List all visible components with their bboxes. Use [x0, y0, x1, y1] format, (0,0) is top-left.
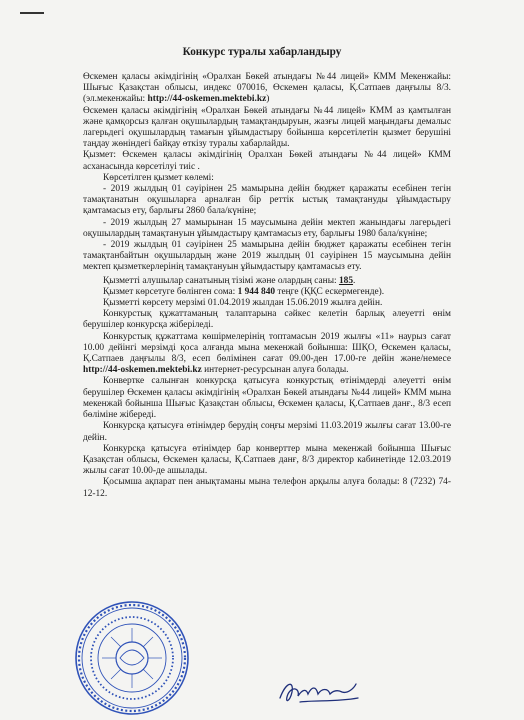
top-dash-mark [20, 12, 44, 14]
paragraph-volume-item-3: - 2019 жылдың 01 сәуірінен 25 мамырына дейін бюджет қаражаты есебінен тегін тамақтанбайтын оқушылардың және 2019 жылдың 01 сәуірінен 15 маусымына дейін мектеп қызметкерлерінің тамақтануын ұйымдастыру қамтамасыз ету. [83, 240, 451, 273]
paragraph-period: Қызметті көрсету мерзімі 01.04.2019 жылдан 15.06.2019 жылға дейін. [103, 298, 383, 309]
paragraph-opening: Конкурсқа қатысуға өтінімдер бар конверттер мына мекенжай бойынша Шығыс Қазақстан облысы, Өскемен қаласы, Қ.Сатпаев данғ, 8/3 директор кабинетінде 12.03.2019 жылы сағат 10.00-де ашылады. [83, 443, 451, 477]
paragraph-recipients: Қызметті алушылар санатының тізімі және олардың саны: 185. [103, 275, 356, 286]
document-body [83, 72, 451, 500]
paragraph-deadline: Конкурсқа қатысуға өтінімдер берудің соңғы мерзімі 11.03.2019 жылғы сағат 13.00-ге дейін. [83, 421, 451, 443]
paragraph-contact: Қосымша ақпарат пен анықтаманы мына телефон арқылы алуға болады: 8 (7232) 74-12-12. [83, 477, 451, 499]
document-title: Конкурс туралы хабарландыру [182, 46, 342, 58]
paragraph-volume-item-1: - 2019 жылдың 01 сәуірінен 25 мамырына дейін бюджет қаражаты есебінен тегін тамақтанатын оқушыларға арналған бір реттік ыстық тамақтануды ұйымдастыру қамтамасыз ету, барлығы 2860 бала/күніне; [83, 184, 451, 217]
paragraph-intro: Өскемен қаласы әкімдігінің «Оралхан Бөкей атындағы №44 лицей» КММ аз қамтылған және қамқорсыз қалған оқушылардың тамақтандыруын, жазғы лицей маңындағы демалыс лагерьдегі оқушылардың тамағын ұйымдастыру бойынша көрсетілетін қызмет берушіні таңдау жөніндегі байқау өткізу туралы хабарлайды. [83, 105, 451, 150]
paragraph-documentation: Конкурстық құжаттама көшірмелерінің топтамасын 2019 жылғы «11» наурыз сағат 10.00 дейінгі мерзімді қоса алғанда мына мекенжай бойынша: ШҚО, Өскемен қаласы, Қ.Сатпаев даңғылы 8/3, есеп бөлімінен сағат 09.00-ден 17.00-ге дейін және/немесе http://44-oskemen.mektebi.kz интернет-ресурсынан алуға болады. [83, 331, 451, 376]
paragraph-amount: Қызмет көрсетуге бөлінген сома: 1 944 840 теңге (ҚҚС ескермегенде). [103, 286, 385, 297]
paragraph-address: Өскемен қаласы әкімдігінің «Оралхан Бөкей атындағы №44 лицей» КММ Мекенжайы: Шығыс Қазақстан облысы, индекс 070016, Өскемен қаласы, Қ.Сатпаев даңғылы 8/3. (эл.мекенжайы: http://44-oskemen.mektebi.kz) [83, 72, 451, 105]
paragraph-submission: Конвертке салынған конкурсқа қатысуға конкурстық өтінімдерді әлеуетті өнім берушілер Өскемен қаласы әкімдігінің «Оралхан Бөкей атындағы №44 лицей» КММ мына мекенжай бойынша Шығыс Қазақстан облысы, Өскемен қаласы, Қ.Сатпаев данғ., 8/3 есеп бөлiмiне жiбередi. [83, 376, 451, 421]
paragraph-volume-item-2: - 2019 жылдың 27 мамырынан 15 маусымына дейін мектеп жанындағы лагерьдегі оқушылардың тамақтануын ұйымдастыру қамтамасыз ету, барлығы 1980 бала/күніне; [83, 217, 451, 239]
paragraph-service: Қызмет: Өскемен қаласы әкімдігінің Оралхан Бөкей атындағы №44 лицей» КММ асханасында көрсетілуі тиіс . [83, 150, 451, 172]
handwritten-signature [276, 676, 360, 710]
paragraph-volume-heading: Көрсетілген қызмет көлемі: [103, 172, 214, 183]
paragraph-eligibility: Конкурстық құжаттаманың талаптарына сәйкес келетін барлық әлеуетті өнім берушілер конкурсқа жіберіледі. [83, 309, 451, 331]
official-seal-stamp [72, 598, 192, 718]
